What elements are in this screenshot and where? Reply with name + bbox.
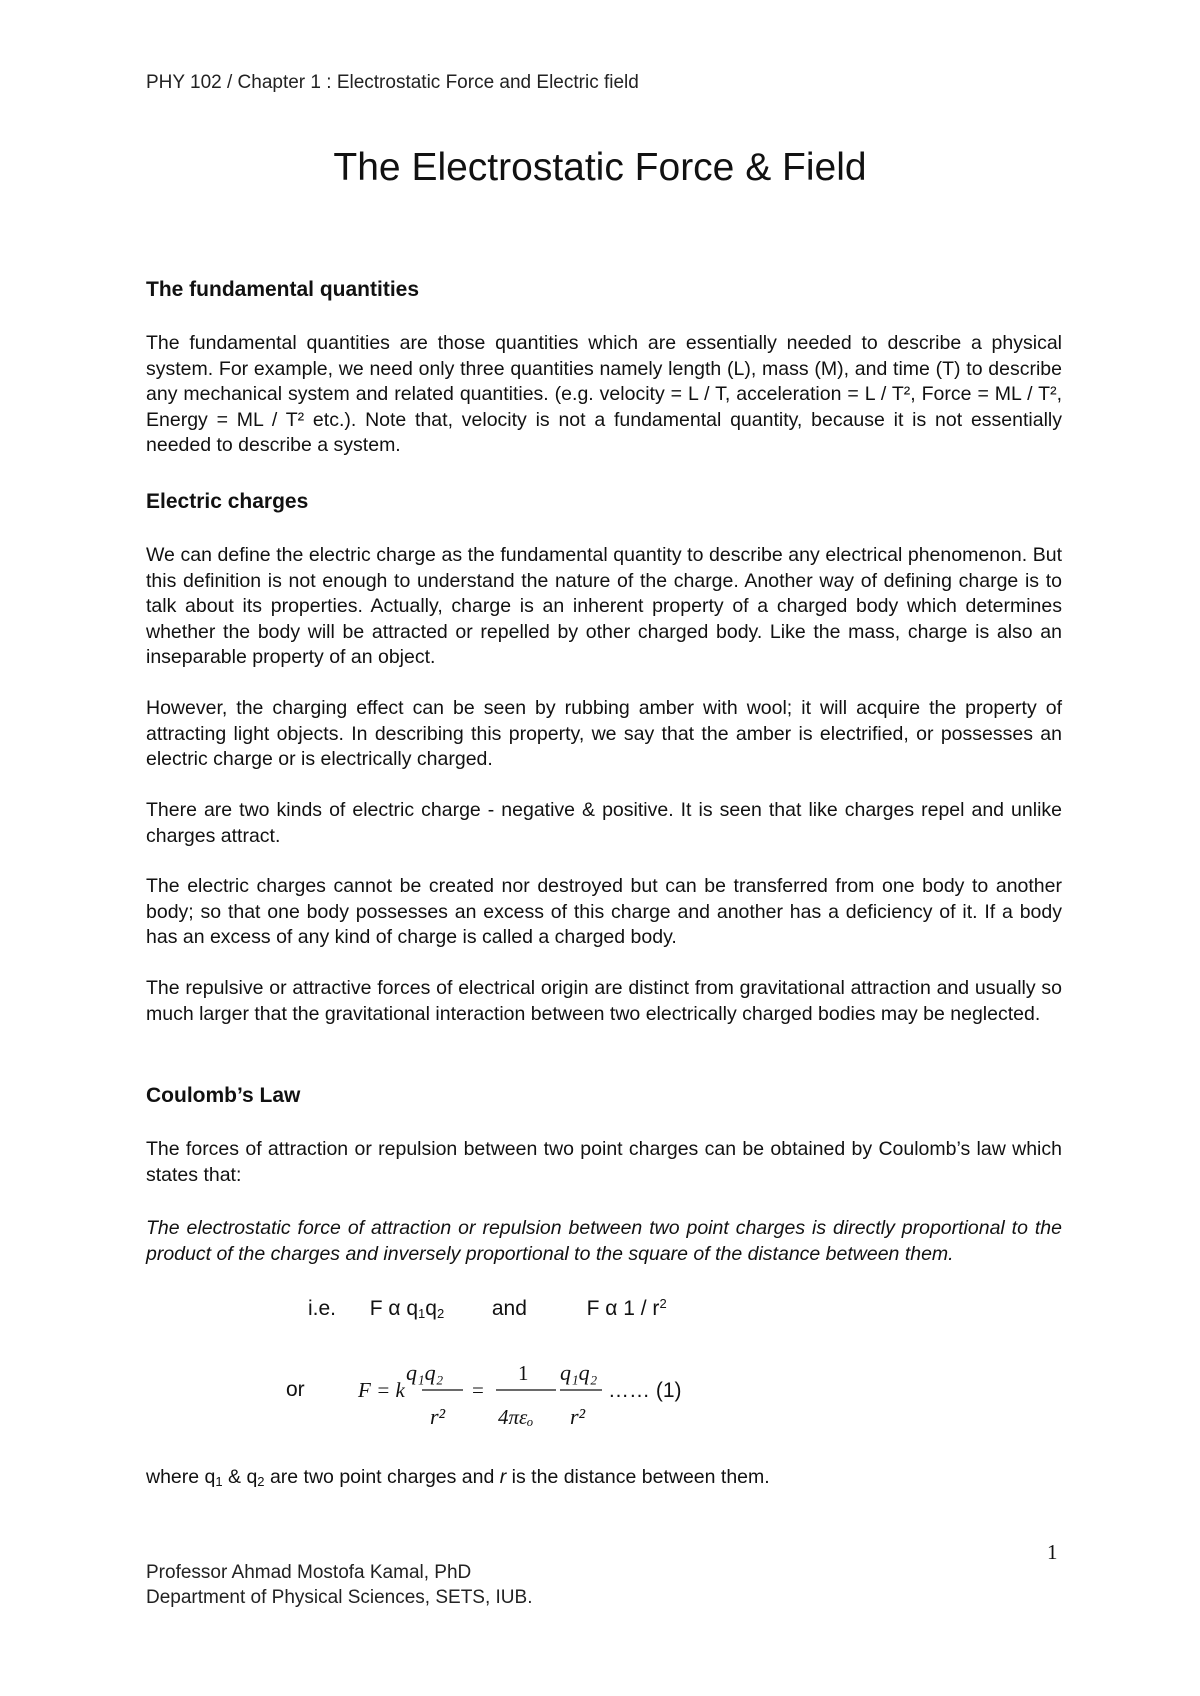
heading-fundamental-quantities: The fundamental quantities: [146, 278, 420, 301]
paragraph-charges-conservation: The electric charges cannot be created nor destroyed but can be transferred from one body to another body; so that one body possesses an excess of this charge and another has a deficiency of it. If a body has an excess of any kind of charge is called a charged body.: [146, 875, 1062, 948]
equals-sign: =: [472, 1378, 484, 1402]
coulomb-law-statement: The electrostatic force of attraction or repulsion between two point charges is directly proportional to the product of the charges and inversely proportional to the square of the distance between them.: [146, 1217, 1062, 1265]
fraction3-denominator: r²: [570, 1404, 586, 1429]
paragraph-coulomb-intro: The forces of attraction or repulsion between two point charges can be obtained by Coulomb’s law which states that:: [146, 1138, 1062, 1186]
footer-department: Department of Physical Sciences, SETS, IUB.: [146, 1587, 533, 1608]
fraction1-denominator: r²: [430, 1404, 446, 1429]
subscript-1: 1: [418, 1306, 426, 1321]
or-label: or: [286, 1378, 305, 1401]
fraction3-numerator: q₁q₂: [560, 1360, 598, 1385]
fraction1-numerator: q₁q₂: [406, 1360, 444, 1385]
where-line: where $q_1$ & $q_2$ are two point charges and r is the distance between them.: [146, 1466, 770, 1489]
paragraph-charges-kinds: There are two kinds of electric charge - negative & positive. It is seen that like charges repel and unlike charges attract.: [146, 799, 1062, 847]
and-label: and: [491, 1297, 527, 1320]
paragraph-charges-definition: We can define the electric charge as the fundamental quantity to describe any electrical phenomenon. But this definition is not enough to understand the nature of the charge. Another way of defining charge is to talk about its properties. Actually, charge is an inherent property of a charged body which determines whether the body will be attracted or repelled by other charged body. Like the mass, charge is also an inseparable property of an object.: [146, 544, 1062, 668]
document-title: The Electrostatic Force & Field: [333, 146, 867, 189]
heading-electric-charges: Electric charges: [146, 490, 309, 513]
fraction2-denominator: 4πεₒ: [498, 1405, 534, 1429]
proportional-product: F α q: [369, 1297, 419, 1320]
proportional-inverse-square: F α 1 / r: [586, 1297, 660, 1320]
paragraph-charges-gravitational: The repulsive or attractive forces of electrical origin are distinct from gravitational attraction and usually so much larger that the gravitational interaction between two electrically charged bodies may be neglected.: [146, 977, 1062, 1025]
superscript-2: 2: [659, 1296, 667, 1311]
paragraph-charges-amber: However, the charging effect can be seen by rubbing amber with wool; it will acquire the property of attracting light objects. In describing this property, we say that the amber is electrified, or possesses an electric charge or is electrically charged.: [146, 697, 1062, 770]
proportionality-line: [308, 1296, 667, 1321]
footer-author: Professor Ahmad Mostofa Kamal, PhD: [146, 1562, 472, 1583]
heading-coulombs-law: Coulomb’s Law: [146, 1084, 301, 1107]
ie-label: i.e.: [308, 1297, 337, 1320]
page-header: PHY 102 / Chapter 1 : Electrostatic Force and Electric field: [146, 72, 639, 93]
fraction2-numerator: 1: [518, 1361, 529, 1385]
equation-number: …… (1): [608, 1379, 682, 1402]
q2-symbol: q: [425, 1297, 437, 1320]
coulomb-formula: [280, 1340, 720, 1440]
formula-lhs: F = k: [358, 1378, 405, 1402]
paragraph-fundamental-quantities: The fundamental quantities are those quantities which are essentially needed to describe a physical system. For example, we need only three quantities namely length (L), mass (M), and time (T) to describe any mechanical system and related quantities. (e.g. velocity = L / T, acceleration = L / T², Force = ML / T², Energy = ML / T² etc.). Note that, velocity is not a fundamental quantity, because it is not essentially needed to describe a system.: [146, 332, 1062, 456]
page-number: 1: [1047, 1540, 1058, 1564]
subscript-2: 2: [436, 1306, 445, 1321]
